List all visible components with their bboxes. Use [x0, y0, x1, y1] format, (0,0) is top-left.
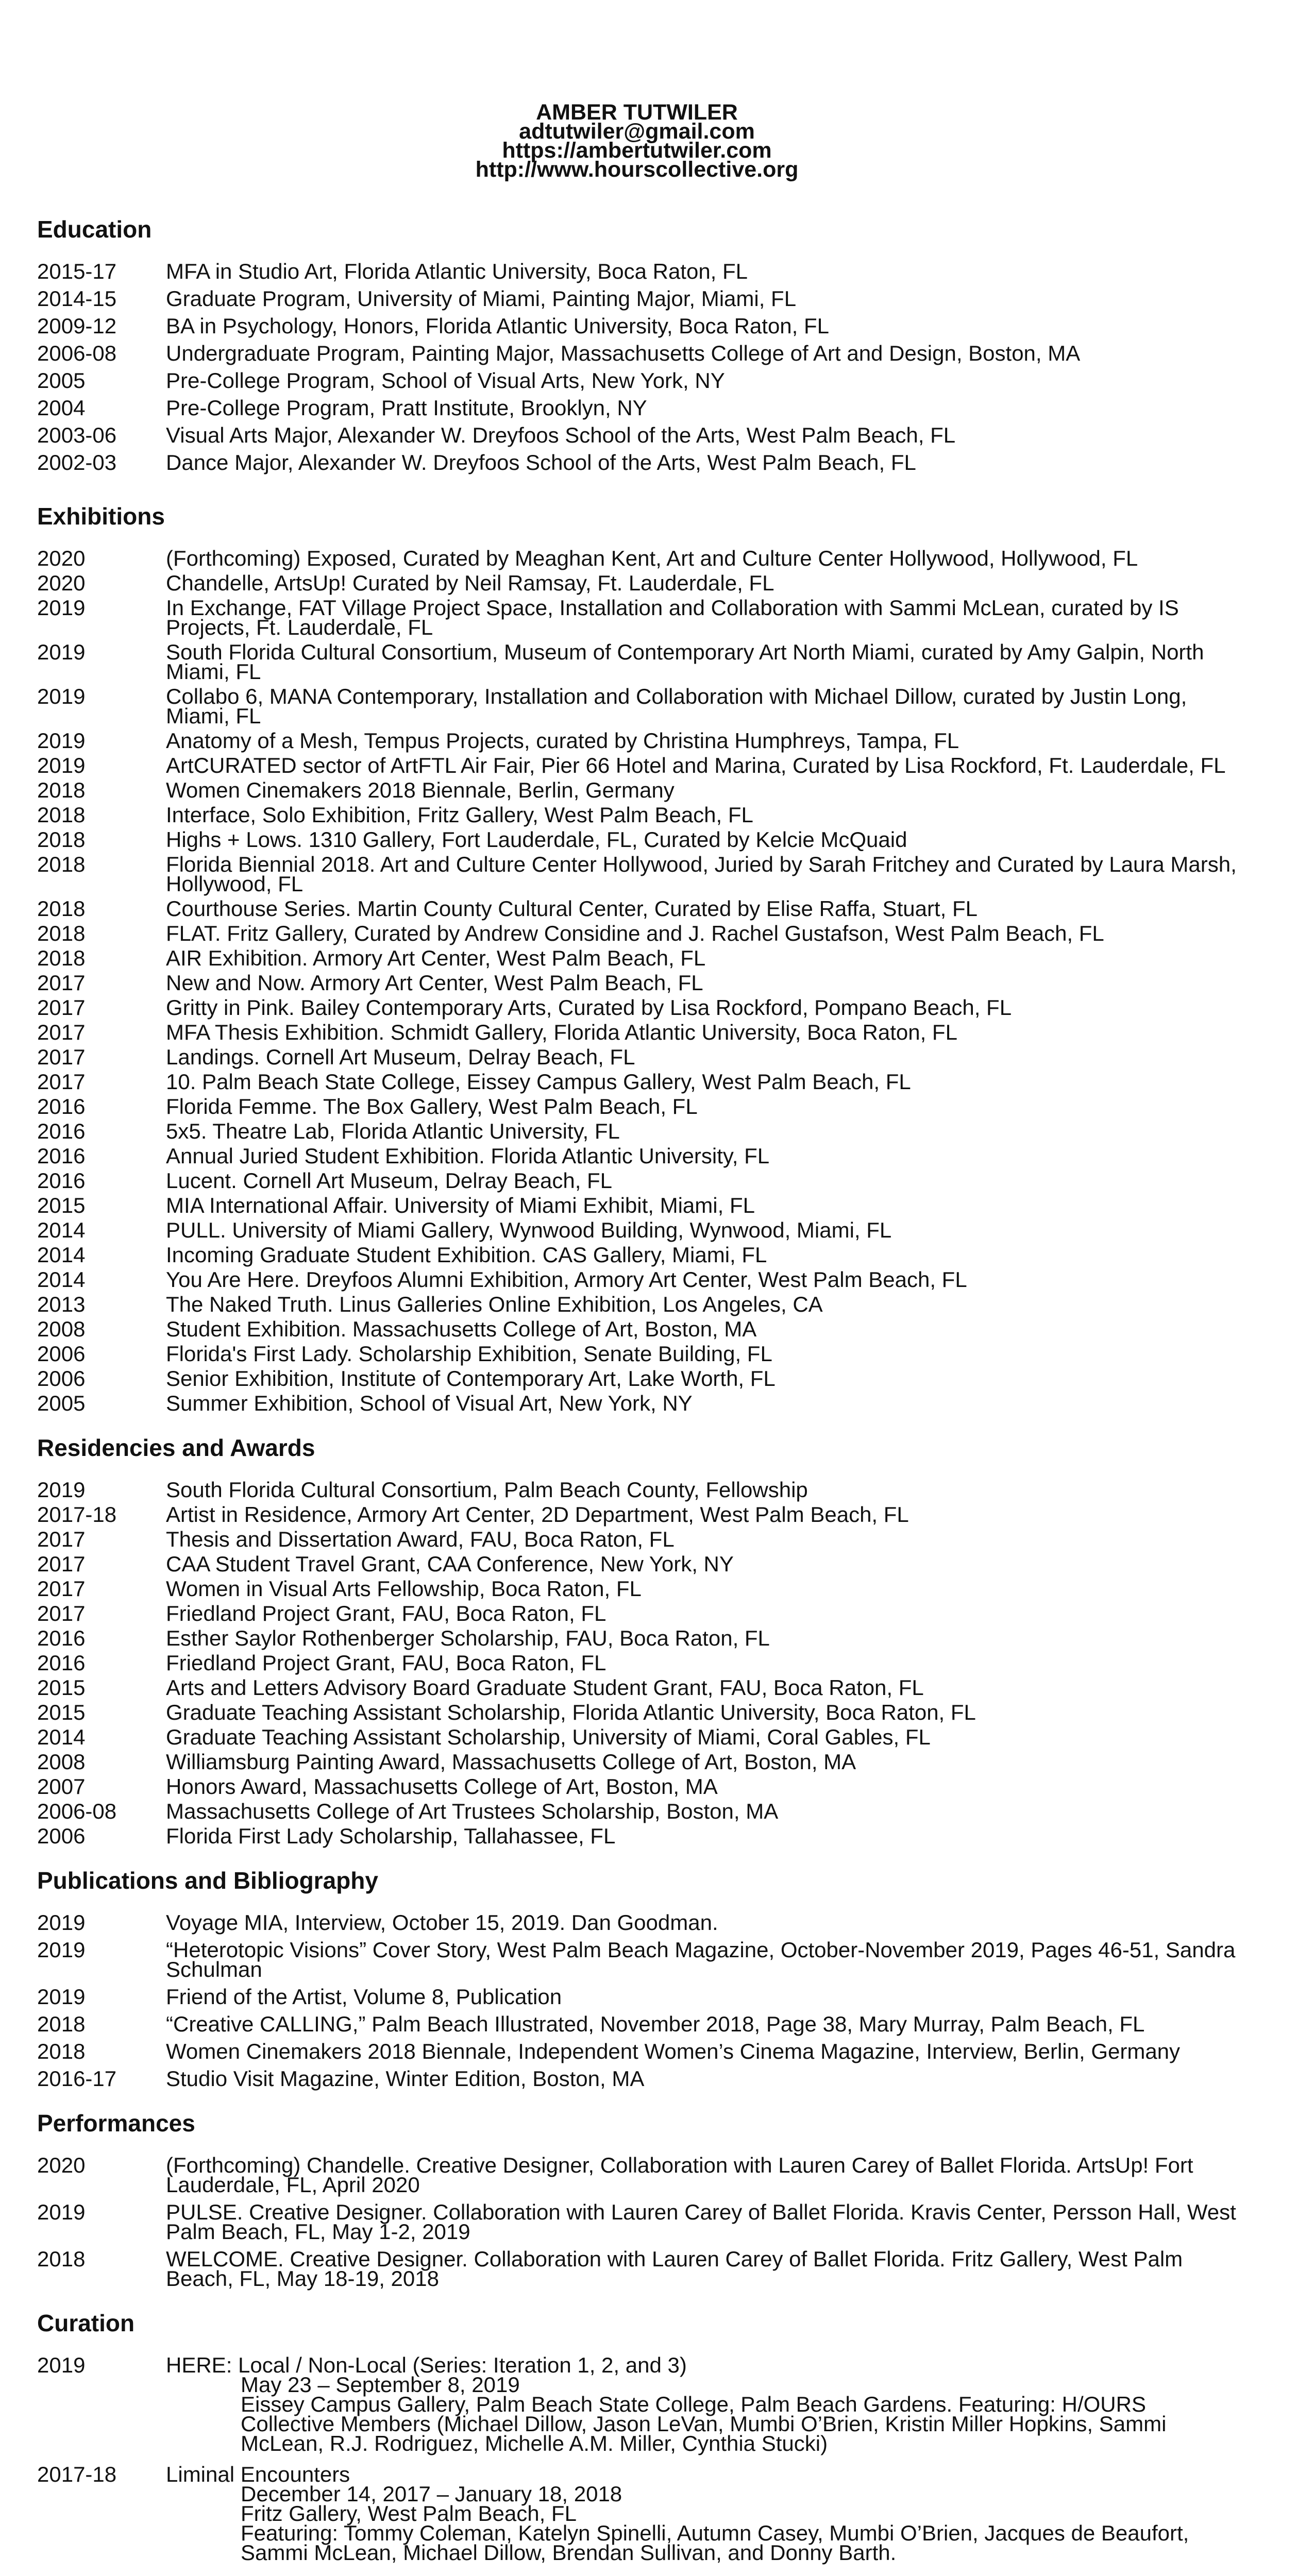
entry-year: 2019: [37, 640, 86, 664]
website-link[interactable]: https://ambertutwiler.com: [502, 138, 772, 163]
entry-year: 2006: [37, 1342, 86, 1366]
email-link[interactable]: adtutwiler@gmail.com: [519, 119, 755, 144]
entry-text: Summer Exhibition, School of Visual Art, New York, NY: [166, 1391, 693, 1415]
education-entry: [37, 368, 1237, 393]
exhibitions-list: [37, 546, 1243, 1415]
entry-text: “Heterotopic Visions” Cover Story, West Palm Beach Magazine, October-November 2019, Pages 46-51, Sandra Schulman: [166, 1938, 1242, 1981]
exhibitions-entry: [37, 546, 1237, 570]
entry-text: Graduate Program, University of Miami, Painting Major, Miami, FL: [166, 286, 797, 311]
entry-year: 2006-08: [37, 341, 117, 365]
exhibitions-entry: [37, 1146, 1237, 1166]
entry-text: New and Now. Armory Art Center, West Palm Beach, FL: [166, 971, 703, 995]
residencies-entry: [37, 1554, 1237, 1574]
residencies-entry: [37, 1502, 1237, 1527]
entry-year: 2019: [37, 2353, 86, 2377]
exhibitions-entry: [37, 805, 1237, 825]
entry-body: [166, 2462, 1237, 2565]
residencies-entry: [37, 1527, 1237, 1551]
entry-text: In Exchange, FAT Village Project Space, Installation and Collaboration with Sammi McLean, curated by IS Projects, Ft. Lauderdale, FL: [166, 596, 1185, 639]
entry-text: Gritty in Pink. Bailey Contemporary Arts, Curated by Lisa Rockford, Pompano Beach, FL: [166, 995, 1012, 1020]
entry-year: 2013: [37, 1292, 86, 1316]
entry-text: Women in Visual Arts Fellowship, Boca Raton, FL: [166, 1577, 642, 1601]
curation-title: Liminal Encounters: [166, 2462, 350, 2486]
exhibitions-entry: [37, 1094, 1237, 1118]
section-title: Performances: [37, 2110, 195, 2137]
education-entry: [37, 423, 1237, 447]
section-curation: [37, 2309, 1237, 2563]
author-name: AMBER TUTWILER: [536, 100, 738, 125]
exhibitions-entry: [37, 573, 1237, 593]
entry-text: Undergraduate Program, Painting Major, Massachusetts College of Art and Design, Boston, MA: [166, 341, 1081, 365]
exhibitions-entry: [37, 753, 1237, 777]
entry-text: Senior Exhibition, Institute of Contemporary Art, Lake Worth, FL: [166, 1366, 776, 1391]
entry-year: 2014: [37, 1725, 86, 1749]
exhibitions-entry: [37, 598, 1237, 637]
exhibitions-entry: [37, 1267, 1237, 1292]
entry-text: Florida's First Lady. Scholarship Exhibition, Senate Building, FL: [166, 1342, 772, 1366]
publications-list: [37, 1910, 1242, 2091]
entry-text: South Florida Cultural Consortium, Museum of Contemporary Art North Miami, curated by Amy Galpin, North Miami, FL: [166, 640, 1210, 684]
education-entry: [37, 450, 1237, 474]
curation-list: [37, 2355, 1237, 2563]
exhibitions-entry: [37, 1047, 1237, 1067]
entry-year: 2015-17: [37, 259, 117, 283]
entry-year: 2017-18: [37, 2462, 117, 2486]
entry-text: Dance Major, Alexander W. Dreyfoos School of the Arts, West Palm Beach, FL: [166, 450, 916, 474]
residencies-entry: [37, 1727, 1237, 1747]
publications-entry: [37, 2066, 1237, 2091]
exhibitions-entry: [37, 1245, 1237, 1265]
exhibitions-entry: [37, 1020, 1237, 1044]
exhibitions-entry: [37, 1292, 1237, 1316]
entry-text: Incoming Graduate Student Exhibition. CAS Gallery, Miami, FL: [166, 1243, 767, 1267]
education-entry: [37, 316, 1237, 336]
section-title: Education: [37, 216, 152, 243]
entry-year: 2017: [37, 1045, 86, 1069]
entry-text: FLAT. Fritz Gallery, Curated by Andrew Considine and J. Rachel Gustafson, West Palm Beach, FL: [166, 921, 1104, 945]
entry-year: 2018: [37, 896, 86, 921]
entry-text: Landings. Cornell Art Museum, Delray Beach, FL: [166, 1045, 635, 1069]
section-exhibitions: [37, 502, 1243, 1415]
entry-text: PULSE. Creative Designer. Collaboration with Lauren Carey of Ballet Florida. Kravis Center, Persson Hall, West Palm Beach, FL, May 1-2, 2019: [166, 2200, 1242, 2244]
publications-entry: [37, 1938, 1242, 1981]
entry-text: Women Cinemakers 2018 Biennale, Berlin, Germany: [166, 778, 675, 802]
entry-text: Courthouse Series. Martin County Cultural Center, Curated by Elise Raffa, Stuart, FL: [166, 896, 978, 921]
section-title: Residencies and Awards: [37, 1434, 315, 1461]
entry-year: 2019: [37, 596, 86, 620]
entry-year: 2003-06: [37, 423, 117, 447]
entry-text: Arts and Letters Advisory Board Graduate Student Grant, FAU, Boca Raton, FL: [166, 1675, 924, 1700]
section-title: Curation: [37, 2310, 135, 2336]
section-education: [37, 215, 1237, 472]
entry-text: Pre-College Program, School of Visual Arts, New York, NY: [166, 368, 725, 393]
performances-entry: [37, 2200, 1242, 2244]
entry-year: 2002-03: [37, 450, 117, 474]
entry-text: Florida Femme. The Box Gallery, West Palm Beach, FL: [166, 1094, 698, 1118]
entry-text: Graduate Teaching Assistant Scholarship, University of Miami, Coral Gables, FL: [166, 1725, 931, 1749]
entry-text: (Forthcoming) Chandelle. Creative Designer, Collaboration with Lauren Carey of Ballet Florida. ArtsUp! Fort Lauderdale, FL, April 2020: [166, 2153, 1200, 2197]
entry-text: MFA Thesis Exhibition. Schmidt Gallery, Florida Atlantic University, Boca Raton, FL: [166, 1020, 957, 1044]
residencies-entry: [37, 1774, 1237, 1799]
entry-text: 10. Palm Beach State College, Eissey Campus Gallery, West Palm Beach, FL: [166, 1070, 911, 1094]
entry-text: Massachusetts College of Art Trustees Scholarship, Boston, MA: [166, 1799, 779, 1823]
entry-text: Artist in Residence, Armory Art Center, 2D Department, West Palm Beach, FL: [166, 1502, 909, 1527]
entry-year: 2016: [37, 1144, 86, 1168]
residencies-entry: [37, 1579, 1237, 1599]
residencies-list: [37, 1480, 1237, 1846]
entry-text: “Creative CALLING,” Palm Beach Illustrated, November 2018, Page 38, Mary Murray, Palm Beach, FL: [166, 2012, 1145, 2036]
publications-entry: [37, 2014, 1237, 2034]
section-title: Exhibitions: [37, 503, 165, 530]
entry-year: 2014-15: [37, 286, 117, 311]
entry-year: 2018: [37, 921, 86, 945]
entry-year: 2016: [37, 1094, 86, 1118]
entry-text: Graduate Teaching Assistant Scholarship, Florida Atlantic University, Boca Raton, FL: [166, 1700, 976, 1724]
publications-entry: [37, 1910, 1237, 1935]
entry-year: 2017: [37, 971, 86, 995]
entry-year: 2018: [37, 946, 86, 970]
entry-year: 2006: [37, 1366, 86, 1391]
exhibitions-entry: [37, 728, 1237, 753]
entry-year: 2015: [37, 1193, 86, 1217]
entry-year: 2020: [37, 546, 86, 570]
entry-text: The Naked Truth. Linus Galleries Online Exhibition, Los Angeles, CA: [166, 1292, 823, 1316]
curation-detail: Fritz Gallery, West Palm Beach, FL: [241, 2501, 577, 2526]
entry-text: Friend of the Artist, Volume 8, Publication: [166, 1985, 562, 2009]
entry-year: 2016-17: [37, 2066, 117, 2091]
entry-text: Friedland Project Grant, FAU, Boca Raton, FL: [166, 1651, 607, 1675]
entry-text: Interface, Solo Exhibition, Fritz Gallery, West Palm Beach, FL: [166, 803, 753, 827]
entry-text: Annual Juried Student Exhibition. Florida Atlantic University, FL: [166, 1144, 770, 1168]
exhibitions-entry: [37, 973, 1237, 993]
entry-text: South Florida Cultural Consortium, Palm Beach County, Fellowship: [166, 1478, 808, 1502]
exhibitions-entry: [37, 896, 1237, 921]
entry-year: 2014: [37, 1218, 86, 1242]
exhibitions-entry: [37, 827, 1237, 852]
entry-year: 2017: [37, 1601, 86, 1625]
entry-text: Anatomy of a Mesh, Tempus Projects, curated by Christina Humphreys, Tampa, FL: [166, 728, 959, 753]
entry-text: Visual Arts Major, Alexander W. Dreyfoos School of the Arts, West Palm Beach, FL: [166, 423, 956, 447]
entry-year: 2019: [37, 753, 86, 777]
exhibitions-entry: [37, 1319, 1237, 1339]
exhibitions-entry: [37, 778, 1237, 802]
residencies-entry: [37, 1799, 1237, 1823]
residencies-entry: [37, 1626, 1237, 1650]
entry-text: Highs + Lows. 1310 Gallery, Fort Lauderdale, FL, Curated by Kelcie McQuaid: [166, 827, 907, 852]
curation-entry: [37, 2462, 1237, 2565]
entry-text: PULL. University of Miami Gallery, Wynwood Building, Wynwood, Miami, FL: [166, 1218, 892, 1242]
exhibitions-entry: [37, 921, 1237, 945]
section-title: Publications and Bibliography: [37, 1867, 378, 1894]
education-entry: [37, 341, 1237, 365]
exhibitions-entry: [37, 1218, 1237, 1242]
entry-year: 2018: [37, 2247, 86, 2271]
entry-year: 2015: [37, 1675, 86, 1700]
exhibitions-entry: [37, 1344, 1237, 1364]
entry-year: 2017: [37, 995, 86, 1020]
residencies-entry: [37, 1653, 1237, 1673]
entry-year: 2019: [37, 1910, 86, 1935]
entry-year: 2017: [37, 1527, 86, 1551]
exhibitions-entry: [37, 852, 1243, 896]
publications-entry: [37, 2039, 1237, 2063]
residencies-entry: [37, 1675, 1237, 1700]
performances-entry: [37, 2153, 1237, 2197]
curation-title: HERE: Local / Non-Local (Series: Iteration 1, 2, and 3): [166, 2353, 687, 2377]
entry-text: Student Exhibition. Massachusetts College of Art, Boston, MA: [166, 1317, 757, 1341]
exhibitions-entry: [37, 995, 1237, 1020]
curation-detail: Eissey Campus Gallery, Palm Beach State College, Palm Beach Gardens. Featuring: H/OURS Collective Members (Michael Dillow, Jason LeVan, Mumbi O’Brien, Kristin Miller Hopkins, Sammi McLean, R.J. Rodriguez, Michelle A.M. Miller, Cynthia Stucki): [241, 2392, 1173, 2455]
publications-entry: [37, 1987, 1237, 2007]
residencies-entry: [37, 1601, 1237, 1625]
entry-year: 2018: [37, 778, 86, 802]
entry-text: Florida Biennial 2018. Art and Culture Center Hollywood, Juried by Sarah Fritchey and Curated by Laura Marsh, Hollywood, FL: [166, 852, 1243, 896]
entry-year: 2019: [37, 1478, 86, 1502]
entry-text: Florida First Lady Scholarship, Tallahassee, FL: [166, 1824, 616, 1848]
residencies-entry: [37, 1826, 1237, 1846]
entry-year: 2016: [37, 1651, 86, 1675]
entry-year: 2005: [37, 1391, 86, 1415]
entry-year: 2009-12: [37, 314, 117, 338]
curation-detail: May 23 – September 8, 2019: [241, 2372, 520, 2397]
entry-year: 2008: [37, 1750, 86, 1774]
exhibitions-entry: [37, 1391, 1237, 1415]
entry-year: 2006-08: [37, 1799, 117, 1823]
entry-year: 2014: [37, 1243, 86, 1267]
section-residencies: [37, 1434, 1237, 1846]
entry-year: 2007: [37, 1774, 86, 1799]
cv-header: [37, 100, 1237, 182]
exhibitions-entry: [37, 684, 1237, 728]
entry-text: AIR Exhibition. Armory Art Center, West Palm Beach, FL: [166, 946, 706, 970]
entry-text: CAA Student Travel Grant, CAA Conference, New York, NY: [166, 1552, 734, 1576]
entry-text: 5x5. Theatre Lab, Florida Atlantic University, FL: [166, 1119, 620, 1143]
entry-text: MIA International Affair. University of Miami Exhibit, Miami, FL: [166, 1193, 755, 1217]
entry-year: 2015: [37, 1700, 86, 1724]
entry-year: 2019: [37, 728, 86, 753]
entry-text: Lucent. Cornell Art Museum, Delray Beach, FL: [166, 1168, 613, 1193]
entry-year: 2017: [37, 1552, 86, 1576]
entry-year: 2005: [37, 368, 86, 393]
entry-year: 2004: [37, 396, 86, 420]
entry-text: Friedland Project Grant, FAU, Boca Raton, FL: [166, 1601, 607, 1625]
section-performances: [37, 2109, 1242, 2291]
performances-entry: [37, 2249, 1237, 2289]
entry-year: 2020: [37, 571, 86, 595]
exhibitions-entry: [37, 1366, 1237, 1391]
entry-text: (Forthcoming) Exposed, Curated by Meaghan Kent, Art and Culture Center Hollywood, Hollywood, FL: [166, 546, 1138, 570]
entry-text: You Are Here. Dreyfoos Alumni Exhibition, Armory Art Center, West Palm Beach, FL: [166, 1267, 967, 1292]
exhibitions-entry: [37, 1168, 1237, 1193]
entry-text: Chandelle, ArtsUp! Curated by Neil Ramsay, Ft. Lauderdale, FL: [166, 571, 774, 595]
entry-year: 2017: [37, 1020, 86, 1044]
entry-year: 2018: [37, 2012, 86, 2036]
entry-text: MFA in Studio Art, Florida Atlantic University, Boca Raton, FL: [166, 259, 748, 283]
entry-year: 2020: [37, 2153, 86, 2177]
entry-text: Collabo 6, MANA Contemporary, Installation and Collaboration with Michael Dillow, curated by Justin Long, Miami, FL: [166, 684, 1193, 728]
exhibitions-entry: [37, 1119, 1237, 1143]
entry-year: 2017: [37, 1577, 86, 1601]
entry-year: 2018: [37, 827, 86, 852]
education-entry: [37, 286, 1237, 311]
entry-year: 2019: [37, 2200, 86, 2224]
curation-detail: December 14, 2017 – January 18, 2018: [241, 2482, 622, 2506]
entry-text: Esther Saylor Rothenberger Scholarship, FAU, Boca Raton, FL: [166, 1626, 770, 1650]
entry-text: Pre-College Program, Pratt Institute, Brooklyn, NY: [166, 396, 647, 420]
exhibitions-entry: [37, 642, 1237, 682]
entry-body: [166, 2355, 1237, 2453]
entry-text: Thesis and Dissertation Award, FAU, Boca Raton, FL: [166, 1527, 675, 1551]
entry-text: Williamsburg Painting Award, Massachusetts College of Art, Boston, MA: [166, 1750, 856, 1774]
entry-text: BA in Psychology, Honors, Florida Atlantic University, Boca Raton, FL: [166, 314, 830, 338]
curation-entry: [37, 2355, 1237, 2453]
entry-year: 2016: [37, 1119, 86, 1143]
exhibitions-entry: [37, 948, 1237, 968]
collective-link[interactable]: http://www.hourscollective.org: [475, 157, 799, 182]
exhibitions-entry: [37, 1193, 1237, 1217]
entry-year: 2017-18: [37, 1502, 117, 1527]
education-entry: [37, 259, 1237, 283]
entry-year: 2019: [37, 684, 86, 708]
entry-text: Studio Visit Magazine, Winter Edition, Boston, MA: [166, 2066, 645, 2091]
entry-year: 2018: [37, 852, 86, 876]
exhibitions-entry: [37, 1072, 1237, 1092]
curation-detail: Featuring: Tommy Coleman, Katelyn Spinelli, Autumn Casey, Mumbi O’Brien, Jacques de Beaufort, Sammi McLean, Michael Dillow, Brendan Sullivan, and Donny Barth.: [241, 2521, 1195, 2565]
entry-year: 2019: [37, 1938, 86, 1962]
entry-year: 2018: [37, 803, 86, 827]
entry-text: ArtCURATED sector of ArtFTL Air Fair, Pier 66 Hotel and Marina, Curated by Lisa Rockford, Ft. Lauderdale, FL: [166, 753, 1226, 777]
entry-text: Women Cinemakers 2018 Biennale, Independent Women’s Cinema Magazine, Interview, Berlin, Germany: [166, 2039, 1181, 2063]
entry-year: 2016: [37, 1626, 86, 1650]
residencies-entry: [37, 1480, 1237, 1500]
entry-year: 2006: [37, 1824, 86, 1848]
education-list: [37, 259, 1237, 474]
residencies-entry: [37, 1700, 1237, 1724]
entry-text: Voyage MIA, Interview, October 15, 2019. Dan Goodman.: [166, 1910, 718, 1935]
residencies-entry: [37, 1752, 1237, 1772]
entry-year: 2018: [37, 2039, 86, 2063]
entry-year: 2017: [37, 1070, 86, 1094]
section-publications: [37, 1867, 1242, 2091]
entry-text: WELCOME. Creative Designer. Collaboration with Lauren Carey of Ballet Florida. Fritz Gallery, West Palm Beach, FL, May 18-19, 2018: [166, 2247, 1189, 2291]
entry-year: 2008: [37, 1317, 86, 1341]
entry-year: 2016: [37, 1168, 86, 1193]
entry-text: Honors Award, Massachusetts College of Art, Boston, MA: [166, 1774, 718, 1799]
performances-list: [37, 2153, 1242, 2291]
entry-year: 2014: [37, 1267, 86, 1292]
education-entry: [37, 398, 1237, 418]
entry-year: 2019: [37, 1985, 86, 2009]
